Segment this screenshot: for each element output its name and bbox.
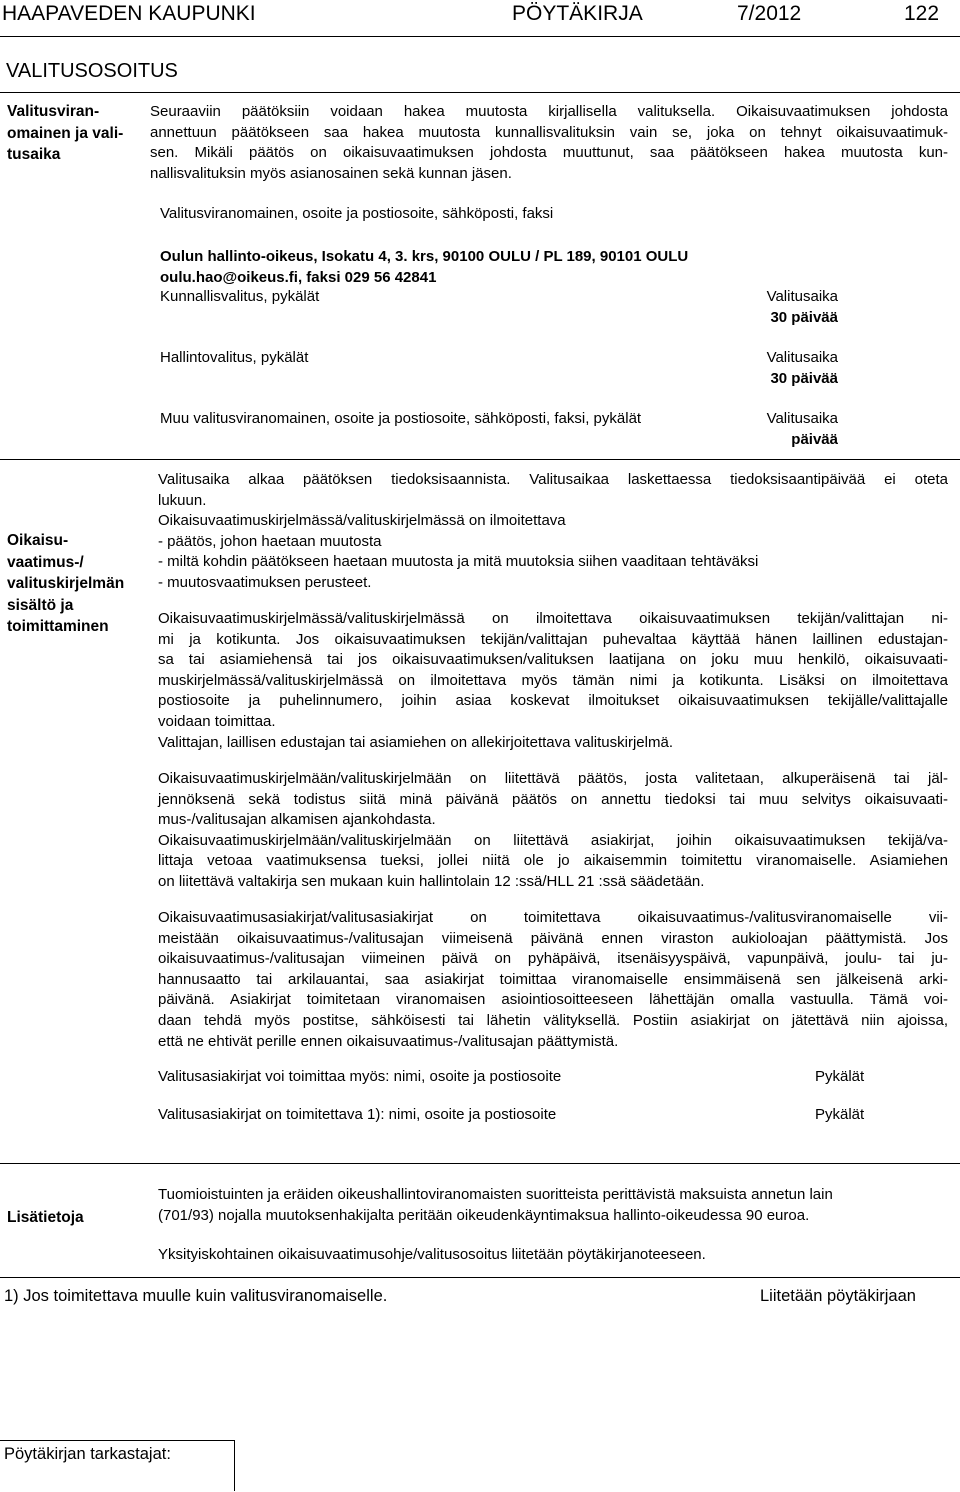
row-label-municipal-appeal: Kunnallisvalitus, pykälät	[160, 288, 320, 305]
header-city: HAAPAVEDEN KAUPUNKI	[2, 2, 256, 25]
intro-paragraph: Seuraaviin päätöksiin voidaan hakea muutosta kirjallisella valituksella. Oikaisuvaatimuksen johdosta annettuun päätökseen saa hakea muutosta kunnallisvalituksin vain se, joka on tehnyt oikaisuvaatimuk- sen. Mikäli päätös on oikaisuvaatimuksen johdosta muuttunut, saa päätökseen hakea muutosta kun- nallisvalituksin myös asianosainen sekä kunnan jäsen.	[150, 103, 948, 182]
row-value-delivery-required: Pykälät	[815, 1106, 865, 1123]
row-label-administrative-appeal: Hallintovalitus, pykälät	[160, 349, 309, 366]
row-label-other-authority: Muu valitusviranomainen, osoite ja postiosoite, sähköposti, faksi, pykälät	[160, 410, 642, 427]
attachment-note: Yksityiskohtainen oikaisuvaatimusohje/valitusosoitus liitetään pöytäkirjanoteeseen.	[158, 1246, 706, 1263]
paragraph-fees: Tuomioistuinten ja eräiden oikeushallintoviranomaisten suoritteista perittävistä maksuista annetun lain (701/93) nojalla muutoksenhakijalta peritään oikeudenkäyntimaksua hallinto-oikeudessa 90 euroa.	[158, 1186, 833, 1224]
section-divider	[0, 92, 960, 93]
row-time-other-authority: Valitusaika päivää	[766, 410, 838, 448]
signature-label: Pöytäkirjan tarkastajat:	[4, 1445, 171, 1463]
authority-address: Oulun hallinto-oikeus, Isokatu 4, 3. krs, 90100 OULU / PL 189, 90101 OULU oulu.hao@oikeus.fi, faksi 029 56 42841	[160, 248, 689, 286]
section-divider	[0, 459, 960, 460]
header-page: 122	[904, 2, 940, 25]
side-label-additional-info: Lisätietoja	[7, 1209, 84, 1226]
section-divider	[0, 1277, 960, 1278]
paragraph-attachments: Oikaisuvaatimuskirjelmään/valituskirjelmään on liitettävä päätös, josta valitetaan, alkuperäisenä tai jäl- jennöksenä sekä todistus siitä minä päivänä päätös on annettu tiedoksi tai muu selvitys oikaisuvaati- mus-/valitusajan alkamisen ajankohdasta. Oikaisuvaatimuskirjelmään/valituskirjelmään on liitettävä asiakirjat, joihin oikaisuvaatimuksen tekijä/va- littaja vetoaa vaatimuksensa tueksi, jollei niitä ole jo aikaisemmin toimitettu viranomaiselle. Asiamiehen on liitettävä valtakirja sen mukaan kuin hallintolain 12 :ssä/HLL 21 :ssä säädetään.	[158, 770, 948, 890]
side-label-appeal-authority: Valitusviran- omainen ja vali- tusaika	[7, 103, 124, 163]
row-label-delivery-optional: Valitusasiakirjat voi toimittaa myös: nimi, osoite ja postiosoite	[158, 1068, 562, 1085]
authority-heading: Valitusviranomainen, osoite ja postiosoite, sähköposti, faksi	[160, 205, 554, 222]
side-label-appeal-content: Oikaisu- vaatimus-/ valituskirjelmän sisältö ja toimittaminen	[7, 532, 125, 635]
row-time-municipal-appeal: Valitusaika 30 päivää	[766, 288, 838, 326]
header-rule	[0, 36, 960, 37]
footnote-text: 1) Jos toimitettava muulle kuin valitusviranomaiselle.	[4, 1287, 388, 1305]
paragraph-delivery: Oikaisuvaatimusasiakirjat/valitusasiakirjat on toimitettava oikaisuvaatimus-/valitusviranomaiselle vii- meistään oikaisuvaatimus-/valitusajan viimeisenä päivänä ennen viraston aukioloajan päättymistä. Jos oikaisuvaatimus-/valitusajan viimeinen päivä on pyhäpäivä, itsenäisyyspäivä, vapunpäivä, joulu- tai ju- hannusaatto tai arkilauantai, saa asiakirjat toimittaa viranomaiselle ensimmäisenä sen jälkeisenä arki- päivänä. Asiakirjat toimitetaan viranomaisen asiointiosoitteeseen lähettäjän omalla vastuulla. Tämä voi- daan tehdä myös postitse, sähköisesti tai lähetin välityksellä. Postiin asiakirjat on jätettävä niin ajoissa, että ne ehtivät perille ennen oikaisuvaatimus-/valitusajan päättymistä.	[158, 909, 948, 1050]
paragraph-appellant-info: Oikaisuvaatimuskirjelmässä/valituskirjelmässä on ilmoitettava oikaisuvaatimuksen tekijän/valittajan ni- mi ja kotikunta. Jos oikaisuvaatimuksen tekijän/valittajan puhevaltaa käyttää hänen laillinen edustajan- sa tai asiamiehensä tai jos oikaisuvaatimuksen/valituksen laatijana on joku muu henkilö, oikaisuvaati- muskirjelmässä/valituskirjelmässä on ilmoitettava myös tämän nimi ja kotikunta. Lisäksi on ilmoitettava postiosoite ja puhelinnumero, joihin asiaa koskevat ilmoitukset oikaisuvaatimuksen tekijälle/valittajalle voidaan toimittaa. Valittajan, laillisen edustajan tai asiamiehen on allekirjoitettava valituskirjelmä.	[158, 610, 948, 751]
paragraph-appeal-period: Valitusaika alkaa päätöksen tiedoksisaannista. Valitusaikaa laskettaessa tiedoksisaantipäivää ei oteta lukuun. Oikaisuvaatimuskirjelmässä/valituskirjelmässä on ilmoitettava - päätös, johon haetaan muutosta - miltä kohdin päätökseen haetaan muutosta ja mitä muutoksia siihen vaaditaan tehtäväksi - muutosvaatimuksen perusteet.	[158, 471, 948, 591]
row-time-administrative-appeal: Valitusaika 30 päivää	[766, 349, 838, 387]
footnote-attachment: Liitetään pöytäkirjaan	[760, 1287, 916, 1305]
header-number: 7/2012	[737, 2, 802, 25]
row-label-delivery-required: Valitusasiakirjat on toimitettava 1): nimi, osoite ja postiosoite	[158, 1106, 557, 1123]
page-title: VALITUSOSOITUS	[6, 60, 178, 82]
section-divider	[0, 1163, 960, 1164]
row-value-delivery-optional: Pykälät	[815, 1068, 865, 1085]
header-doc-type: PÖYTÄKIRJA	[512, 2, 643, 25]
